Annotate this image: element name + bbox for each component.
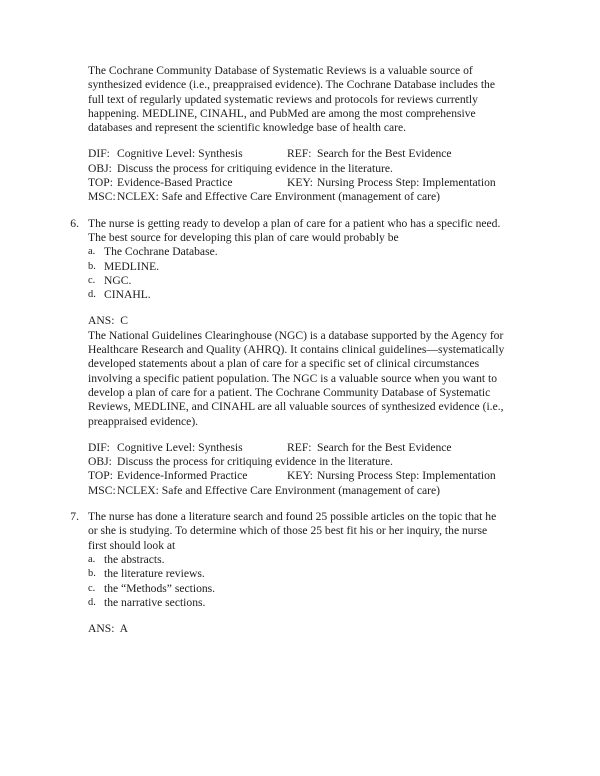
question-stem: The nurse is getting ready to develop a plan of care for a patient who has a specific need. The best source for developing this plan of care would probably be <box>88 216 501 244</box>
option-item[interactable] <box>64 288 508 302</box>
spacer <box>64 610 508 622</box>
metadata-value-key: Nursing Process Step: Implementation <box>317 469 496 483</box>
option-text: CINAHL. <box>104 288 151 302</box>
option-letter: d. <box>88 289 96 301</box>
question-stem: The nurse has done a literature search and found 25 possible articles on the topic that he or she is studying. To determine which of those 25 best fit his or her inquiry, the nurse first should look at <box>88 510 497 552</box>
metadata-value-dif: Cognitive Level: Synthesis <box>117 440 243 454</box>
metadata-value-dif: Cognitive Level: Synthesis <box>117 147 243 161</box>
metadata-label-msc: MSC: <box>88 190 116 204</box>
option-text: the “Methods” sections. <box>104 581 216 595</box>
option-item[interactable] <box>64 582 508 596</box>
metadata-block-1 <box>64 147 508 204</box>
option-item[interactable] <box>64 260 508 274</box>
intro-paragraph: The Cochrane Community Database of Systematic Reviews is a valuable source of synthesized evidence (i.e., preappraised evidence). The Cochrane Database includes the full text of regularly updated systematic reviews and protocols for reviews currently happening. MEDLINE, CINAHL, and PubMed are among the most comprehensive databases and represent the scientific knowledge base of health care. <box>88 64 495 135</box>
question-number: 6. <box>70 216 79 230</box>
metadata-value-ref: Search for the Best Evidence <box>317 440 452 454</box>
metadata-label-msc: MSC: <box>88 483 116 497</box>
option-text: The Cochrane Database. <box>104 245 218 259</box>
option-letter: a. <box>88 553 96 565</box>
metadata-label-obj: OBJ: <box>88 455 112 469</box>
metadata-label-obj: OBJ: <box>88 161 112 175</box>
metadata-label-ref: REF: <box>287 147 312 161</box>
question-6 <box>64 217 508 246</box>
metadata-label-top: TOP: <box>88 176 113 190</box>
question-7-options <box>64 553 508 610</box>
option-text: the narrative sections. <box>104 595 206 609</box>
metadata-value-top: Evidence-Informed Practice <box>117 469 248 483</box>
option-item[interactable] <box>64 567 508 581</box>
metadata-value-obj: Discuss the process for critiquing evidence in the literature. <box>117 455 393 469</box>
metadata-row <box>88 455 508 469</box>
spacer <box>64 302 508 314</box>
option-letter: c. <box>88 582 96 594</box>
metadata-label-key: KEY: <box>287 176 313 190</box>
spacer <box>64 498 508 510</box>
metadata-value-obj: Discuss the process for critiquing evidence in the literature. <box>117 161 393 175</box>
metadata-row <box>88 190 508 204</box>
metadata-label-top: TOP: <box>88 469 113 483</box>
question-number: 7. <box>70 510 79 524</box>
spacer <box>64 429 508 441</box>
option-letter: d. <box>88 596 96 608</box>
option-letter: a. <box>88 246 96 258</box>
question-6-answer: ANS: C <box>88 314 128 328</box>
metadata-value-msc: NCLEX: Safe and Effective Care Environment (management of care) <box>117 190 440 204</box>
option-text: MEDLINE. <box>104 259 160 273</box>
metadata-row <box>88 469 508 483</box>
option-text: the literature reviews. <box>104 567 205 581</box>
option-text: NGC. <box>104 273 132 287</box>
option-letter: c. <box>88 274 96 286</box>
question-7 <box>64 510 508 553</box>
metadata-value-msc: NCLEX: Safe and Effective Care Environment (management of care) <box>117 483 440 497</box>
metadata-row <box>88 147 508 161</box>
metadata-value-key: Nursing Process Step: Implementation <box>317 176 496 190</box>
metadata-label-ref: REF: <box>287 440 312 454</box>
metadata-value-ref: Search for the Best Evidence <box>317 147 452 161</box>
metadata-label-dif: DIF: <box>88 147 110 161</box>
option-item[interactable] <box>64 274 508 288</box>
option-item[interactable] <box>64 553 508 567</box>
spacer <box>64 205 508 217</box>
option-item[interactable] <box>64 596 508 610</box>
metadata-label-dif: DIF: <box>88 440 110 454</box>
page-content <box>64 64 508 636</box>
metadata-row <box>88 441 508 455</box>
metadata-value-top: Evidence-Based Practice <box>117 176 233 190</box>
option-letter: b. <box>88 260 96 272</box>
option-text: the abstracts. <box>104 552 165 566</box>
metadata-row <box>88 176 508 190</box>
metadata-block-2 <box>64 441 508 498</box>
option-letter: b. <box>88 568 96 580</box>
metadata-label-key: KEY: <box>287 469 313 483</box>
question-7-answer: ANS: A <box>88 622 128 636</box>
question-6-rationale: The National Guidelines Clearinghouse (NGC) is a database supported by the Agency for Healthcare Research and Quality (AHRQ). It contains clinical guidelines—systematically developed statements about a plan of care for a specific set of clinical circumstances involving a specific patient population. The NGC is a valuable source when you want to develop a plan of care for a patient. The Cochrane Community Database of Systematic Reviews, MEDLINE, and CINAHL are all valuable sources of synthesized evidence (i.e., preappraised evidence). <box>88 328 505 428</box>
question-6-options <box>64 245 508 302</box>
spacer <box>64 135 508 147</box>
option-item[interactable] <box>64 245 508 259</box>
metadata-row <box>88 484 508 498</box>
metadata-row <box>88 162 508 176</box>
